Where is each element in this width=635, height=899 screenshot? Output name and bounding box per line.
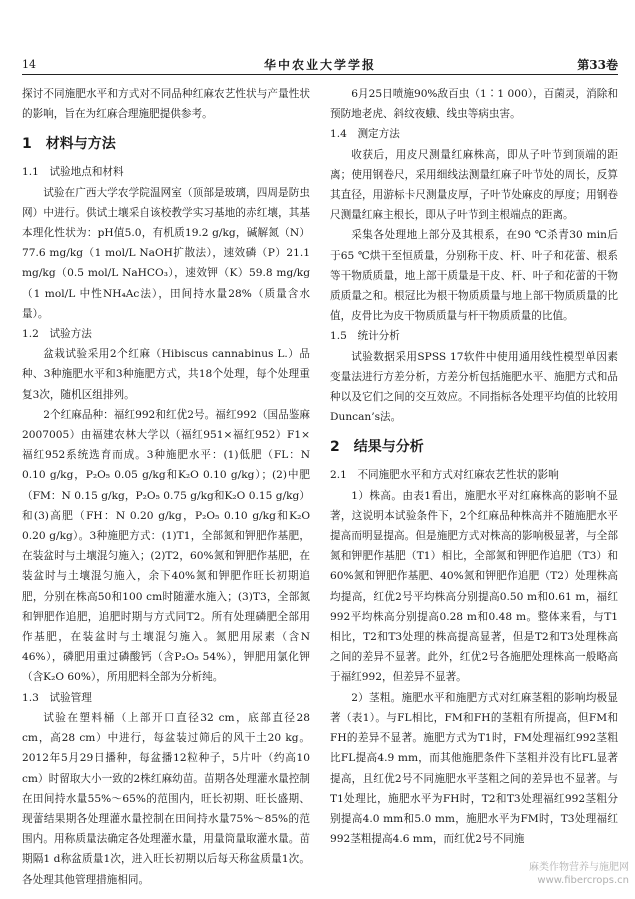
paragraph-plant-height: 1）株高。由表1看出，施肥水平对红麻株高的影响不显著，这说明本试验条件下，2个红麻品种株高并不随施肥水平提高而明显提高。但是施肥方式对株高的影响极显著，与全部氮和钾肥作基肥（T1）相比，全部氮和钾肥作追肥（T3）和60%氮和钾肥作基肥、40%氮和钾肥作追肥（T2）处理株高均提高，红优2号平均株高分别提高0.50 m和0.61 m，福红992平均株高分别提高0.28 m和0.48 m。整体来看，与T1相比，T2和T3处理的株高提高显著，但是T2和T3处理株高之间的差异不显著。此外，红优2号各施肥处理株高一般略高于福红992，但差异不显著。 [330, 489, 618, 684]
right-column [330, 84, 618, 849]
section-heading-results: 2 结果与分析 [330, 439, 424, 456]
paragraph-site-materials: 试验在广西大学农学院温网室（顶部是玻璃，四周是防虫网）中进行。供试土壤采自该校教学实习基地的赤红壤，其基本理化性状为：pH值5.0，有机质19.2 g/kg，碱解氮（N）77.6 mg/kg（1 mol/L NaOH扩散法），速效磷（P）21.1 mg/kg（0.5 mol/L NaHCO₃），速效钾（K）59.8 mg/kg（1 mol/L 中性NH₄Ac法），田间持水量28%（质量含水量）。 [22, 186, 310, 320]
journal-title: 华中农业大学学报 [263, 58, 376, 72]
subsection-heading-1-2: 1.2 试验方法 [22, 328, 92, 341]
subsection-heading-2-1: 2.1 不同施肥水平和方式对红麻农艺性状的影响 [330, 469, 559, 482]
paragraph-measurement: 收获后，用皮尺测量红麻株高，即从子叶节到顶端的距离；使用钢卷尺，采用细线法测量红麻子叶节处的周长，反算其直径，用游标卡尺测量皮厚，子叶节处麻皮的厚度；用钢卷尺测量红麻主根长，即从子叶节到主根端点的距离。 [330, 148, 618, 222]
intro-paragraph: 探讨不同施肥水平和方式对不同品种红麻农艺性状与产量性状的影响，旨在为红麻合理施肥提供参考。 [22, 88, 310, 121]
paragraph-stem-diameter: 2）茎粗。施肥水平和施肥方式对红麻茎粗的影响均极显著（表1）。与FL相比，FM和FH的茎粗有所提高，但FM和FH的差异不显著。施肥方式为T1时，FM处理福红992茎粗比FL提高4.9 mm，而其他施肥条件下茎粗并没有比FL显著提高，且红优2号不同施肥水平茎粗之间的差异也不显著。与T1处理比，施肥水平为FH时，T2和T3处理福红992茎粗分别提高4.0 mm和5.0 mm，施肥水平为FM时，T3处理福红992茎粗提高4.6 mm，而红优2号不同施 [330, 691, 618, 846]
watermark-line-2: www.fibercrops.cn [537, 875, 629, 886]
site-watermark [529, 861, 629, 887]
section-heading-materials-methods: 1 材料与方法 [22, 136, 116, 153]
subsection-heading-1-1: 1.1 试验地点和材料 [22, 166, 124, 179]
paragraph-statistics: 试验数据采用SPSS 17软件中使用通用线性模型单因素变量法进行方差分析，方差分析包括施肥水平、施肥方式和品种以及它们之间的交互效应。不同指标各处理平均值的比较用Duncan’s法。 [330, 350, 618, 424]
paragraph-dry-matter: 采集各处理地上部分及其根系，在90 ℃杀青30 min后于65 ℃烘干至恒质量，分别称干皮、杆、叶子和花蕾、根系等干物质质量，地上部干质量是干皮、杆、叶子和花蕾的干物质质量之和。根冠比为根干物质质量与地上部干物质质量的比值，皮骨比为皮干物质质量与杆干物质质量的比值。 [330, 229, 618, 323]
page-header [22, 48, 618, 75]
subsection-heading-1-4: 1.4 测定方法 [330, 128, 400, 141]
paragraph-management-continued: 6月25日喷施90%敌百虫（1∶1 000），百菌灵，消除和预防地老虎、斜纹夜蛾、线虫等病虫害。 [330, 88, 618, 121]
subsection-heading-1-3: 1.3 试验管理 [22, 691, 92, 704]
page-number: 14 [22, 58, 36, 71]
watermark-line-1: 麻类作物营养与施肥网 [529, 862, 629, 873]
paragraph-management: 试验在塑料桶（上部开口直径32 cm，底部直径28 cm，高28 cm）中进行，每盆装过筛后的风干土20 kg。2012年5月29日播种，每盆播12粒种子，5片叶（约高10 cm）时留取大小一致的2株红麻幼苗。苗期各处理灌水量控制在田间持水量55%～65%的范围内，旺长初期、旺长盛期、现蕾结果期各处理灌水量控制在田间持水量75%～85%的范围内。用称质量法确定各处理灌水量，用量筒量取灌水量。苗期隔1 d称盆质量1次，进入旺长初期以后每天称盆质量1次。各处理其他管理措施相同。 [22, 711, 310, 886]
volume-label: 第33卷 [577, 58, 618, 72]
left-column [22, 84, 310, 890]
subsection-heading-1-5: 1.5 统计分析 [330, 330, 400, 343]
paragraph-design: 盆栽试验采用2个红麻（Hibiscus cannabinus L.）品种、3种施肥水平和3种施肥方式，共18个处理，每个处理重复3次，随机区组排列。 [22, 348, 310, 401]
paragraph-varieties-treatments: 2个红麻品种：福红992和红优2号。福红992（国品鉴麻2007005）由福建农林大学以（福红951×福红952）F1×福红952系统选育而成。3种施肥水平：(1)低肥（FL：N 0.10 g/kg，P₂O₅ 0.05 g/kg和K₂O 0.10 g/kg）；(2)中肥（FM：N 0.15 g/kg，P₂O₅ 0.75 g/kg和K₂O 0.15 g/kg）和(3)高肥（FH：N 0.20 g/kg，P₂O₅ 0.10 g/kg和K₂O 0.20 g/kg）。3种施肥方式：(1)T1，全部氮和钾肥作基肥，在装盆时与土壤混匀施入；(2)T2，60%氮和钾肥作基肥，在装盆时与土壤混匀施入，余下40%氮和钾肥作旺长初期追肥，分别在株高50和100 cm时随灌水施入；(3)T3，全部氮和钾肥作追肥，追肥时期与方式同T2。所有处理磷肥全部用作基肥，在装盆时与土壤混匀施入。氮肥用尿素（含N 46%），磷肥用重过磷酸钙（含P₂O₅ 54%），钾肥用氯化钾（含K₂O 60%），所用肥料全部为分析纯。 [22, 408, 310, 684]
